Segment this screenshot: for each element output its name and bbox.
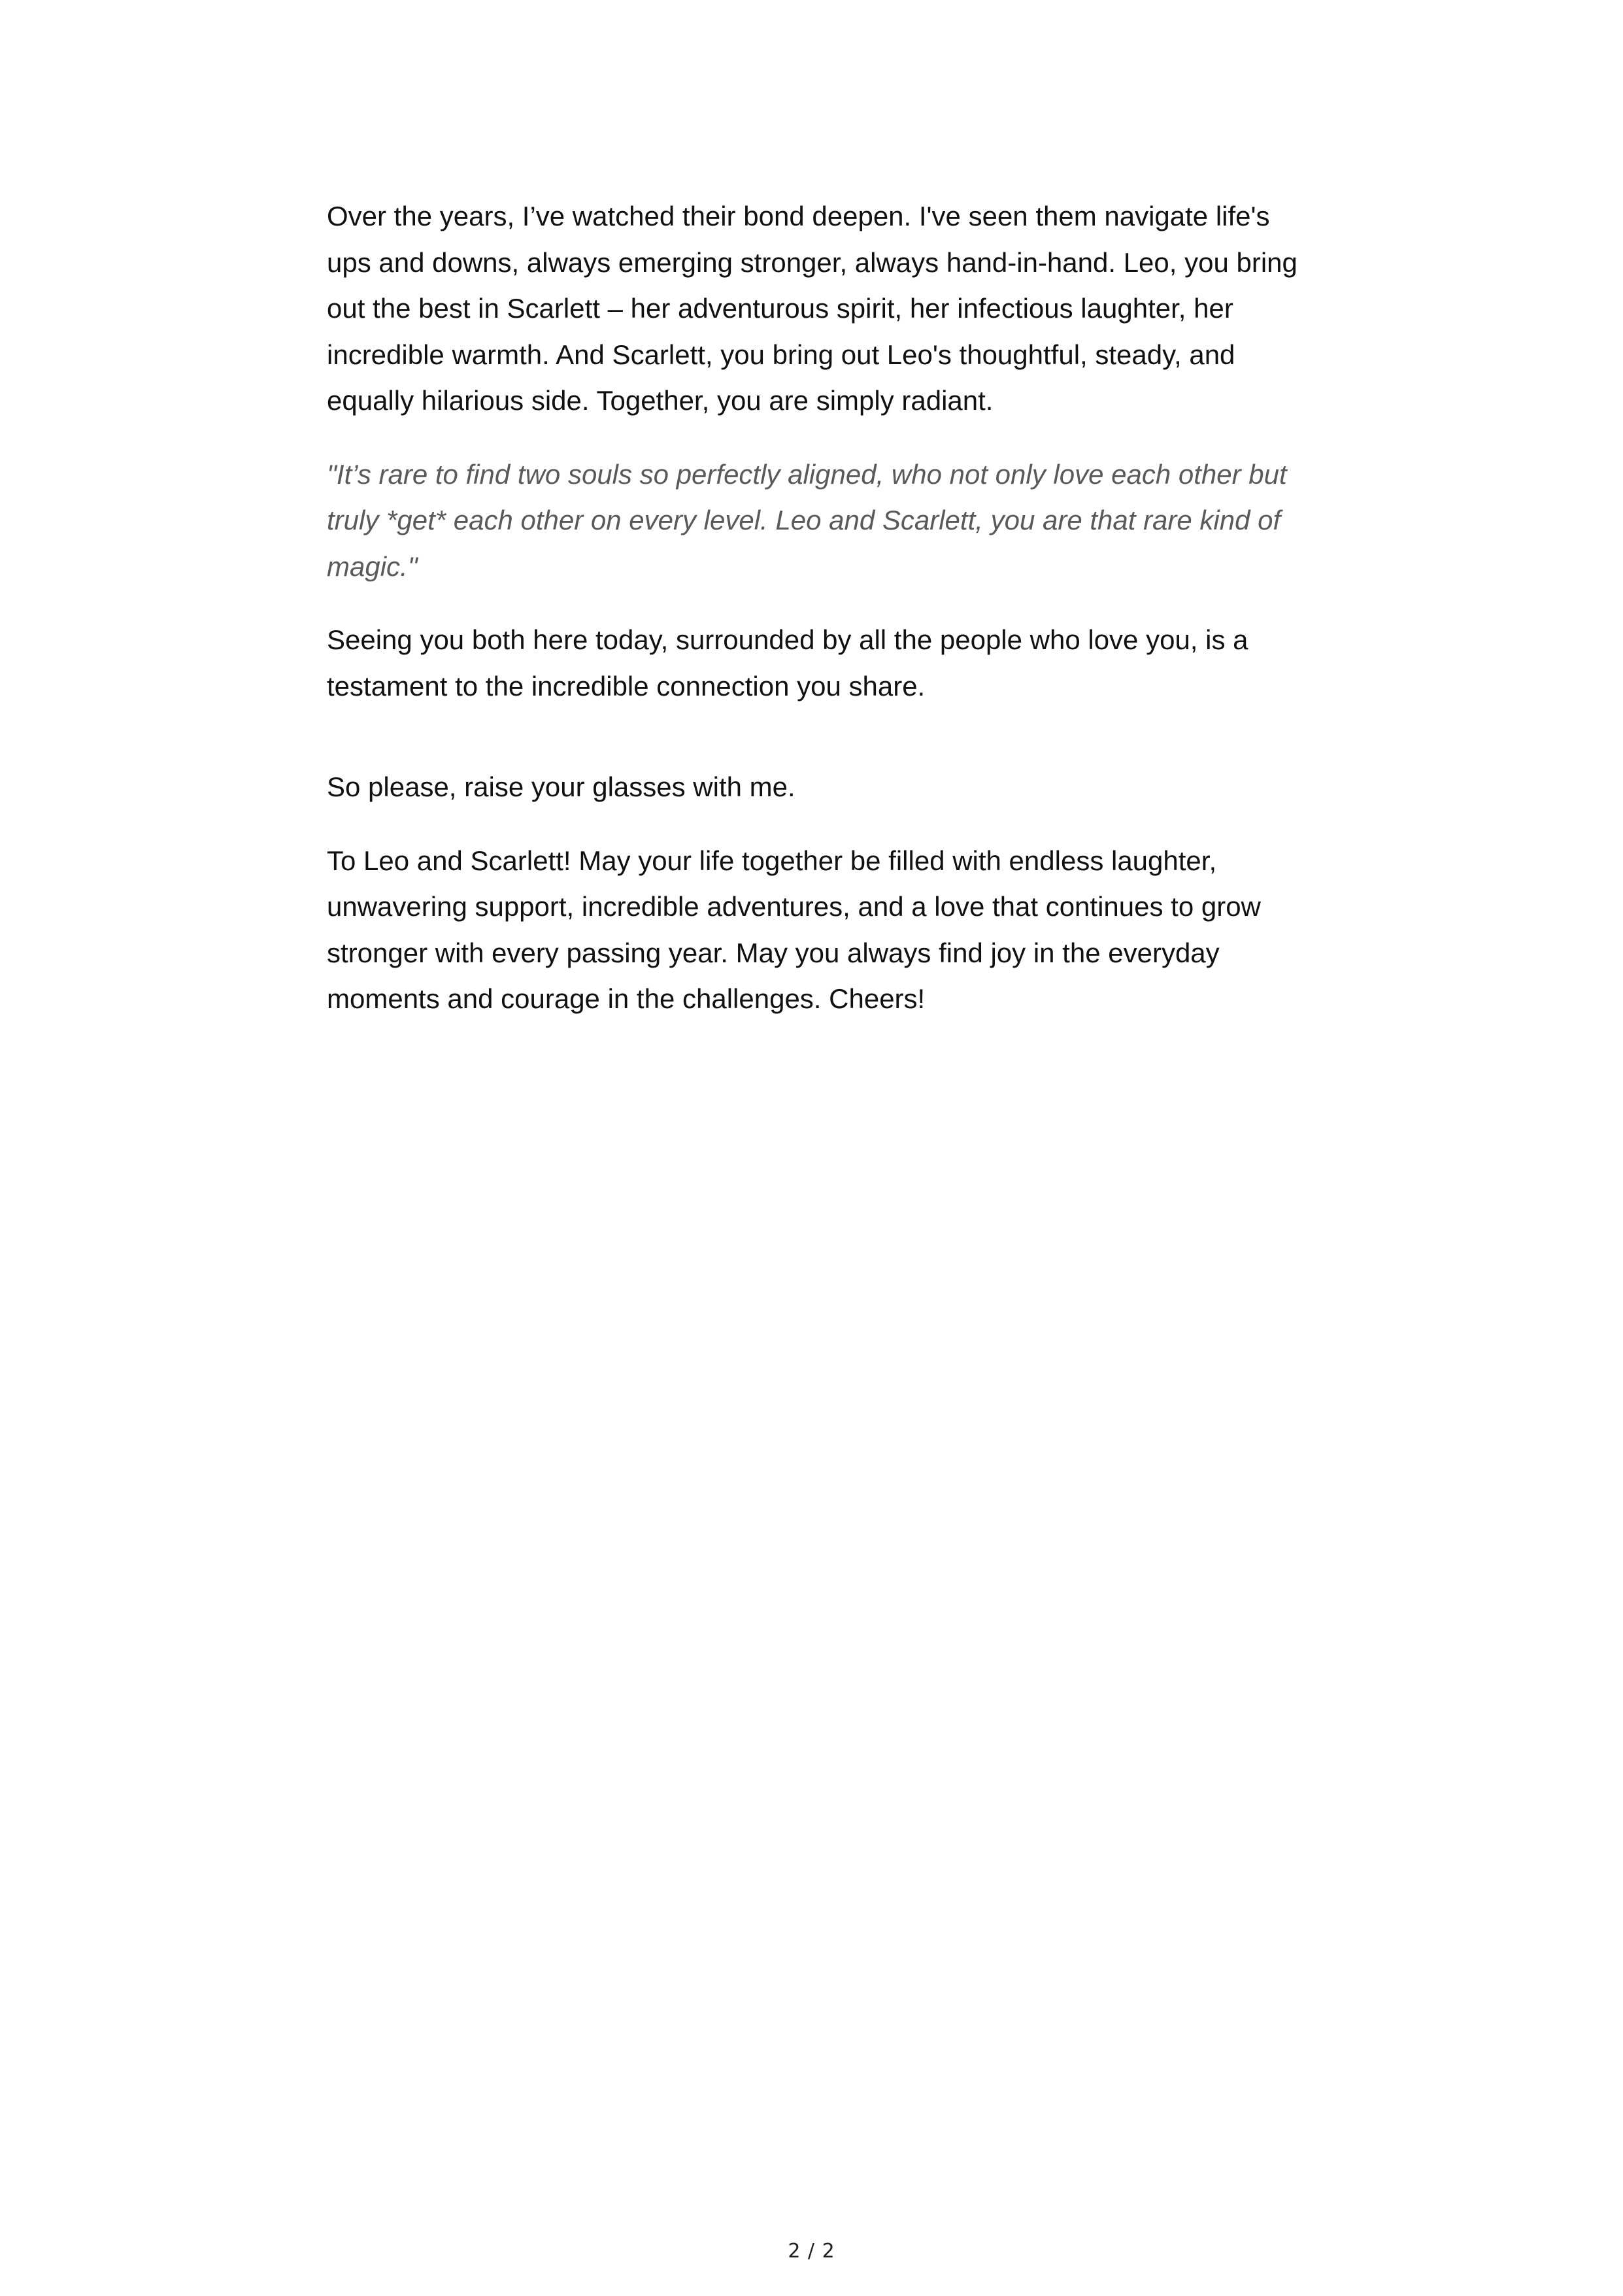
document-body (327, 194, 1307, 1022)
quote-paragraph: "It’s rare to find two souls so perfectly aligned, who not only love each other but truly *get* each other on every level. Leo and Scarlett, you are that rare kind of magic." (327, 458, 1287, 582)
page-number: 2 / 2 (788, 2240, 835, 2263)
paragraph-connection: Seeing you both here today, surrounded by all the people who love you, is a testament to the incredible connection you share. (327, 624, 1248, 701)
paragraph-raise-glasses: So please, raise your glasses with me. (327, 771, 795, 802)
paragraph-toast: To Leo and Scarlett! May your life together be filled with endless laughter, unwavering support, incredible adventures, and a love that continues to grow stronger with every passing year. May you always find joy in the everyday moments and courage in the challenges. Cheers! (327, 845, 1261, 1014)
paragraph-bond: Over the years, I’ve watched their bond deepen. I've seen them navigate life's ups and downs, always emerging stronger, always hand-in-hand. Leo, you bring out the best in Scarlett – her adventurous spirit, her infectious laughter, her incredible warmth. And Scarlett, you bring out Leo's thoughtful, steady, and equally hilarious side. Together, you are simply radiant. (327, 201, 1297, 416)
